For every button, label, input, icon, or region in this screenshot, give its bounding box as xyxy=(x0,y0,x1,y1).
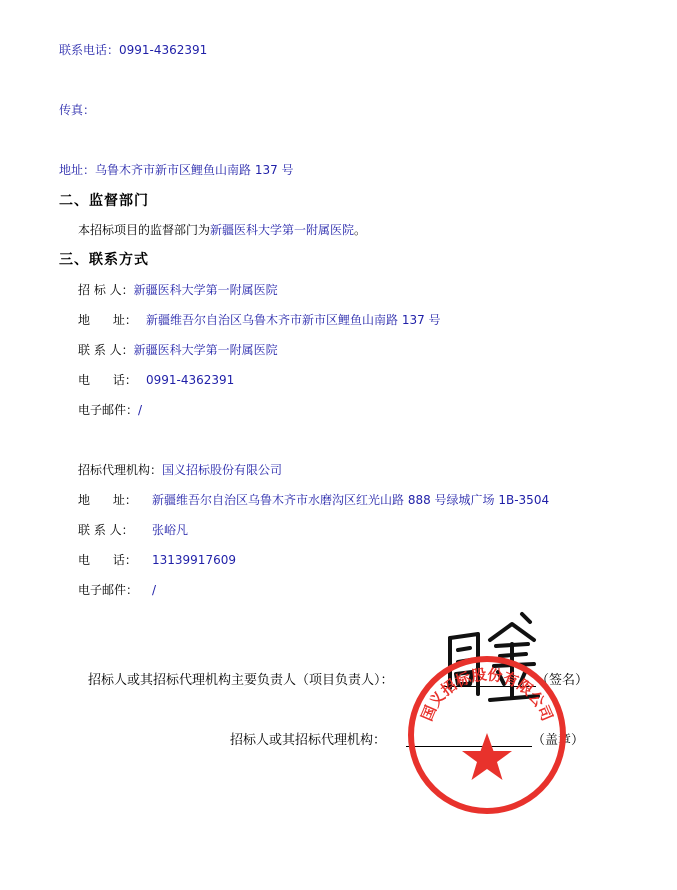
agency-email-label: 电子邮件： xyxy=(78,583,139,597)
tenderer-contact-value: 新疆医科大学第一附属医院 xyxy=(133,343,278,357)
agency-phone-value: 13139917609 xyxy=(152,553,236,567)
tenderer-name-value: 新疆医科大学第一附属医院 xyxy=(133,283,278,297)
section2-text xyxy=(78,221,366,238)
agency-name-row xyxy=(78,461,282,478)
agency-contact-label: 联 系 人： xyxy=(78,523,134,537)
official-stamp xyxy=(407,655,567,815)
section3-heading: 三、联系方式 xyxy=(59,252,149,268)
agency-address-label: 地 址： xyxy=(78,493,137,507)
tenderer-email-row xyxy=(78,401,142,418)
tenderer-name-row xyxy=(78,281,278,298)
tenderer-address-row xyxy=(78,311,441,328)
signature-org-label: 招标人或其招标代理机构： xyxy=(230,733,387,748)
agency-name-value: 国义招标股份有限公司 xyxy=(162,463,283,477)
top-fax: 传真： xyxy=(59,103,96,117)
agency-address-value: 新疆维吾尔自治区乌鲁木齐市水磨沟区红光山路 888 号绿城广场 1B-3504 xyxy=(152,493,550,507)
tenderer-phone-row xyxy=(78,371,234,388)
signature-org-suffix: （盖章） xyxy=(532,733,585,748)
tenderer-name-label: 招 标 人： xyxy=(78,283,134,297)
agency-contact-row xyxy=(78,521,188,538)
tenderer-contact-label: 联 系 人： xyxy=(78,343,134,357)
tenderer-address-value: 新疆维吾尔自治区乌鲁木齐市新市区鲤鱼山南路 137 号 xyxy=(146,313,441,327)
agency-name-label: 招标代理机构： xyxy=(78,463,163,477)
agency-email-row xyxy=(78,581,156,598)
stamp-star-icon xyxy=(462,733,512,780)
tenderer-phone-value: 0991-4362391 xyxy=(146,373,235,387)
agency-email-value: / xyxy=(152,583,157,597)
stamp-text: 国义招标股份有限公司 xyxy=(417,665,557,724)
tenderer-email-value: / xyxy=(138,403,143,417)
section2-text-prefix: 本招标项目的监督部门为 xyxy=(78,223,211,237)
section2-heading: 二、监督部门 xyxy=(59,193,149,209)
section2-text-suffix: 。 xyxy=(354,223,367,237)
signature-person-label: 招标人或其招标代理机构主要负责人（项目负责人）： xyxy=(88,673,394,688)
supervisor-name: 新疆医科大学第一附属医院 xyxy=(210,223,355,237)
top-address: 地址：乌鲁木齐市新市区鲤鱼山南路 137 号 xyxy=(59,163,294,177)
tenderer-address-label: 地 址： xyxy=(78,313,137,327)
tenderer-email-label: 电子邮件： xyxy=(78,403,139,417)
agency-phone-label: 电 话： xyxy=(78,553,137,567)
agency-address-row xyxy=(78,491,549,508)
agency-contact-value: 张峪凡 xyxy=(152,523,189,537)
tenderer-phone-label: 电 话： xyxy=(78,373,137,387)
tenderer-contact-row xyxy=(78,341,278,358)
top-phone: 联系电话：0991-4362391 xyxy=(59,43,208,57)
signature-person-suffix: （签名） xyxy=(536,673,589,688)
agency-phone-row xyxy=(78,551,236,568)
